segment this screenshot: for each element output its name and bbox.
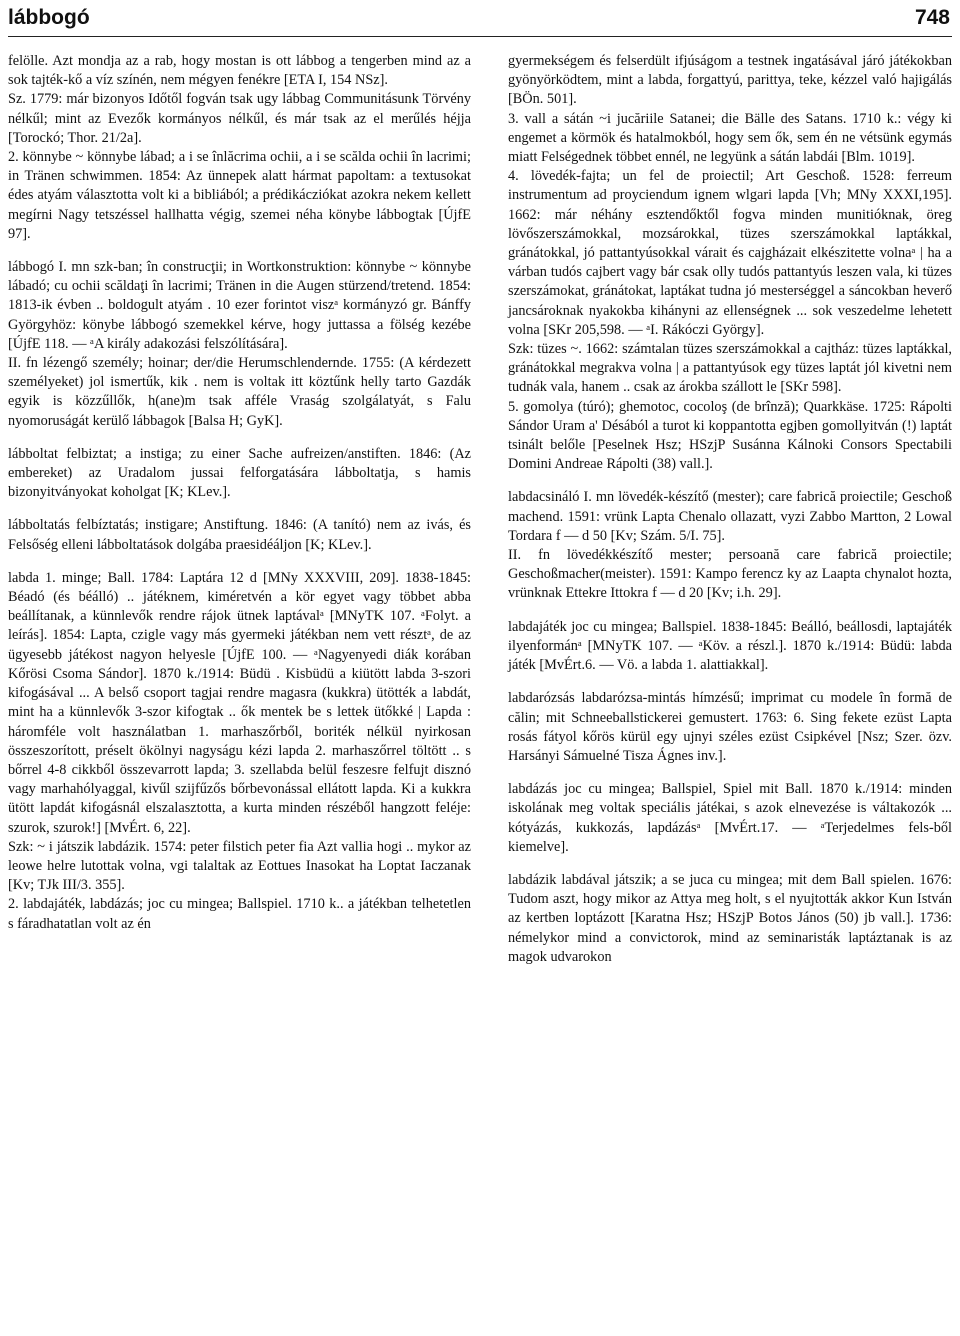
dictionary-entry-paragraph: lábbogó I. mn szk-ban; în construcţii; in Wortkonstruktion: könnybe ~ könnybe lábadó; cu ochii scăldaţi în lacrimi; Tränen in die Augen stürzend/tretend. 1854: 1813-ik évben .. boldogult atyám . 10 ezer forintot viszᵃ kormányzó gr. Bánffy Györgyhöz: könybe lábbogó szemekkel kérve, hogy juttassa a fölség kezébe [ÚjfE 118. — ᵃA király adakozási felszólítására].	[8, 259, 471, 352]
dictionary-entry-paragraph: 4. lövedék-fajta; un fel de proiectil; Art Geschoß. 1528: ferreum instrumentum ad proyciendum ignem wlgari lapda [Vh; MNy XXXI,195]. 1662: már néhány esztendőktől fogva minden munitióknak, öreg lövőszerszámokkal, mozsárokkal, tüzes szerszámokkal laptákkal, gránátokkal, jó pattantyúsokkal várait és cajgházait elkészitette volnaᵃ | ha a várban tudós cajbert vagy bár csak olly tudós pattantyús leszen vala, ki tüzes szerszámokat, gránátokat, laptákat tudna jó mesterséggel a sáncokban heverő jancsároknak nyakokba kihányni az ellenségnek ... sok veszedelme lehetett volna [SKr 205,598. — ᵃI. Rákóczi György].	[508, 168, 952, 338]
dictionary-entry-paragraph: Szk: tüzes ~. 1662: számtalan tüzes szerszámokkal a cajtház: tüzes laptákkal, gránátokkal megrakva volna | a pattantyúsok egy tüzes laptát jól kivetni nem tudnák vala, hanem .. csak az árokba szállott le [SKr 598].	[508, 341, 952, 396]
dictionary-entry-paragraph: labdázik labdával játszik; a se juca cu mingea; mit dem Ball spielen. 1676: Tudom aszt, hogy mikor az Attya meg holt, s el nyujtották akkor Kun István az kertben loptázott [Karatna Hsz; HSzjP Botos János (50) jb vall.]. 1736: némelykor mind a convictorok, mind az seminaristák laptáztanak is az magok udvarokon	[508, 871, 952, 965]
dictionary-entry-paragraph: felölle. Azt mondja az a rab, hogy mostan is ott lábbog a tengerben mind az a sok tajték-kő a víz színén, nem mégyen fenékre [ETA I, 154 NSz].	[8, 53, 471, 89]
dictionary-entry-paragraph: II. fn lövedékkészítő mester; persoană care fabrică proiectile; Geschoßmacher(meister). 1591: Kampo ferencz ky az Laapta chynalot hozta, vrünknak Ettekre Ittokra f — d 20 [Kv; i.h. 29].	[508, 547, 952, 602]
page-header	[8, 2, 952, 37]
entry-spacer	[8, 502, 471, 516]
page-number: 748	[914, 6, 950, 29]
entry-spacer	[508, 675, 952, 689]
dictionary-entry-paragraph: 2. labdajáték, labdázás; joc cu mingea; Ballspiel. 1710 k.. a játékban telhetetlen s fáradhatatlan volt az én	[8, 896, 471, 932]
left-column	[8, 52, 471, 934]
dictionary-entry-paragraph: 5. gomolya (túró); ghemotoc, cocoloş (de brînză); Quarkkäse. 1725: Rápolti Sándor Uram a' Désából a turot ki koppantotta egjben gomollyitván (!) laptát tsinált belőle [Peselnek Hsz; HSzjP Susánna Kálnoki Consors Spectabili Domini Andreae Rápolti (38) vall.].	[508, 398, 952, 473]
entry-spacer	[8, 431, 471, 445]
dictionary-entry-paragraph: lábboltatás felbíztatás; instigare; Anstiftung. 1846: (A tanító) nem az ivás, és Felsőség elleni lábboltatások dolgába praesidéáljon [K; KLev.].	[8, 517, 471, 553]
dictionary-entry-paragraph: labdázás joc cu mingea; Ballspiel, Spiel mit Ball. 1870 k./1914: minden iskolának meg voltak speciális játékai, s azok elnevezése is váltakozók ... kótyázás, kukkozás, lapdázásᵃ [MvÉrt.17. — ᵃTerjedelmes fels-ből kiemelve].	[508, 781, 952, 855]
entry-spacer	[508, 474, 952, 488]
dictionary-entry-paragraph: labda 1. minge; Ball. 1784: Laptára 12 d [MNy XXXVIII, 209]. 1838-1845: Béadó (és béálló) .. játéknem, kiméretvén a kör egyet vagy többet abba beállítanak, a künnlevők rendre rájok ütnek laptávalᵃ [MNyTK 107. ᵃFolyt. a leírás]. 1854: Lapta, czigle vagy más gyermeki játékban nem vett résztᵃ, de az ügyesebb játékost nagyon helyesle [ÚjfE 100. — ᵃNagyenyedi diák korában Kőrösi Csoma Sándor]. 1870 k./1914: Büdü . Kisbüdü a kiütött labda 3-szori kifogásával ... A belső csoport tagjai rendre magasra (kukkra) ütötték a labdát, mint ha a künnlevők 3-szor kifogtak .. ők mentek be s lettek ütőkké | Lapda : háromféle volt használatban 1. marhaszőrből, boriték nélkül nyirkosan összeszorított, préselt ökölnyi nagyságu kézi lapda 2. marhaszőrrel töltött .. s bőrrel 4-8 cikkből összevarrott lapda; 3. szellabda belül feszesre felfujt disznó vagy marhahólyaggal, kivűl szijfűzős bőrbevonással ellátott lapda. Ki a kukkra ütött lapdát kifogásnál elszalasztotta, a kurta minden részéből hangzott feléje: szurok, szurok!] [MvÉrt. 6, 22].	[8, 569, 471, 836]
right-column	[508, 52, 952, 967]
dictionary-entry-paragraph: 3. vall a sátán ~i jucăriile Satanei; die Bälle des Satans. 1710 k.: végy ki engemet a körmök és hatalmokból, hogy sem ők, sem én ne vétsünk egymás miatt Felségednek többet ennél, ne legyünk a sátán labdái [Blm. 1019].	[508, 110, 952, 166]
running-headword: lábbogó	[8, 6, 90, 29]
entry-spacer	[508, 766, 952, 780]
dictionary-entry-paragraph: Szk: ~ i játszik labdázik. 1574: peter filstich peter fia Azt vallia hogi .. mykor az leowe helre lutottak volna, vgi talaltak az Eottues Inasokat ha Loptat Iaczanak [Kv; TJk III/3. 355].	[8, 838, 471, 894]
dictionary-entry-paragraph: gyermekségem és felserdült ifjúságom a testnek ingatásával járó játékokban gyönyörködtem, mint a labda, forgattyú, parittya, teke, kézzel való hajigálás [BÖn. 501].	[508, 53, 952, 108]
dictionary-entry-paragraph: labdacsináló I. mn lövedék-készítő (mester); care fabrică proiectile; Geschoß machend. 1591: vrünk Lapta Chenalo ollazatt, vyzi Zabbo Martton, 2 Lowal Tordara f — d 50 [Kv; Szám. 5/I. 75].	[508, 489, 952, 544]
entry-spacer	[8, 244, 471, 258]
dictionary-entry-paragraph: 2. könnybe ~ könnybe lábad; a i se înlăcrima ochii, a i se scălda ochii în lacrimi; in Tränen schwimmen. 1854: Az ünnepek alatt hármat papoltam: a textusokat édes atyám választotta volt ki a bibliából; a prédikácziókat azokra nekem kellett megírni Nagy tetszéssel hallhatta végig, szemei néha könybe lábbogtak [ÚjfE 97].	[8, 149, 471, 242]
entry-spacer	[8, 555, 471, 569]
entry-spacer	[508, 604, 952, 618]
entry-spacer	[508, 857, 952, 871]
dictionary-entry-paragraph: labdarózsás labdarózsa-mintás hímzésű; imprimat cu modele în formă de călin; mit Schneeballstickerei gemustert. 1763: 6. Sing fekete ezüst Lapta rosás fátyol kőrös kürül egy ujnyi széles ezüst Csipkével [Nsz; Szer. özv. Harsányi Sámuelné Tisza Ágnes inv.].	[508, 690, 952, 764]
dictionary-entry-paragraph: Sz. 1779: már bizonyos Időtől fogván tsak ugy lábbag Communitásunk Törvény nélkűl; mint az Evezők kormányos nélkűl, és már tsak az el merűlés héjja [Torockó; Thor. 21/2a].	[8, 91, 471, 146]
dictionary-entry-paragraph: labdajáték joc cu mingea; Ballspiel. 1838-1845: Beálló, beállosdi, laptajáték ilyenformánᵃ [MNyTK 107. — ᵃKöv. a részl.]. 1870 k./1914: Büdü: labda játék [MvÉrt.6. — Vö. a labda 1. alattiakkal].	[508, 618, 952, 674]
dictionary-entry-paragraph: II. fn lézengő személy; hoinar; der/die Herumschlendernde. 1755: (A kérdezett személyeket) jol ismertűk, kik . nem is voltak itt köztűnk helly tarto Gazdák egyik is közzűllők, h(ane)m tsak afféle Vraság szolgálatyát, s Falu nyomoruságát kerülő lábbagok [Balsa H; GyK].	[8, 355, 471, 429]
dictionary-entry-paragraph: lábboltat felbiztat; a instiga; zu einer Sache aufreizen/anstiften. 1846: (Az embereket) az Uradalom jussai felforgatására lábboltatja, s hamis bizonyitványokat koholgat [K; KLev.].	[8, 445, 471, 501]
